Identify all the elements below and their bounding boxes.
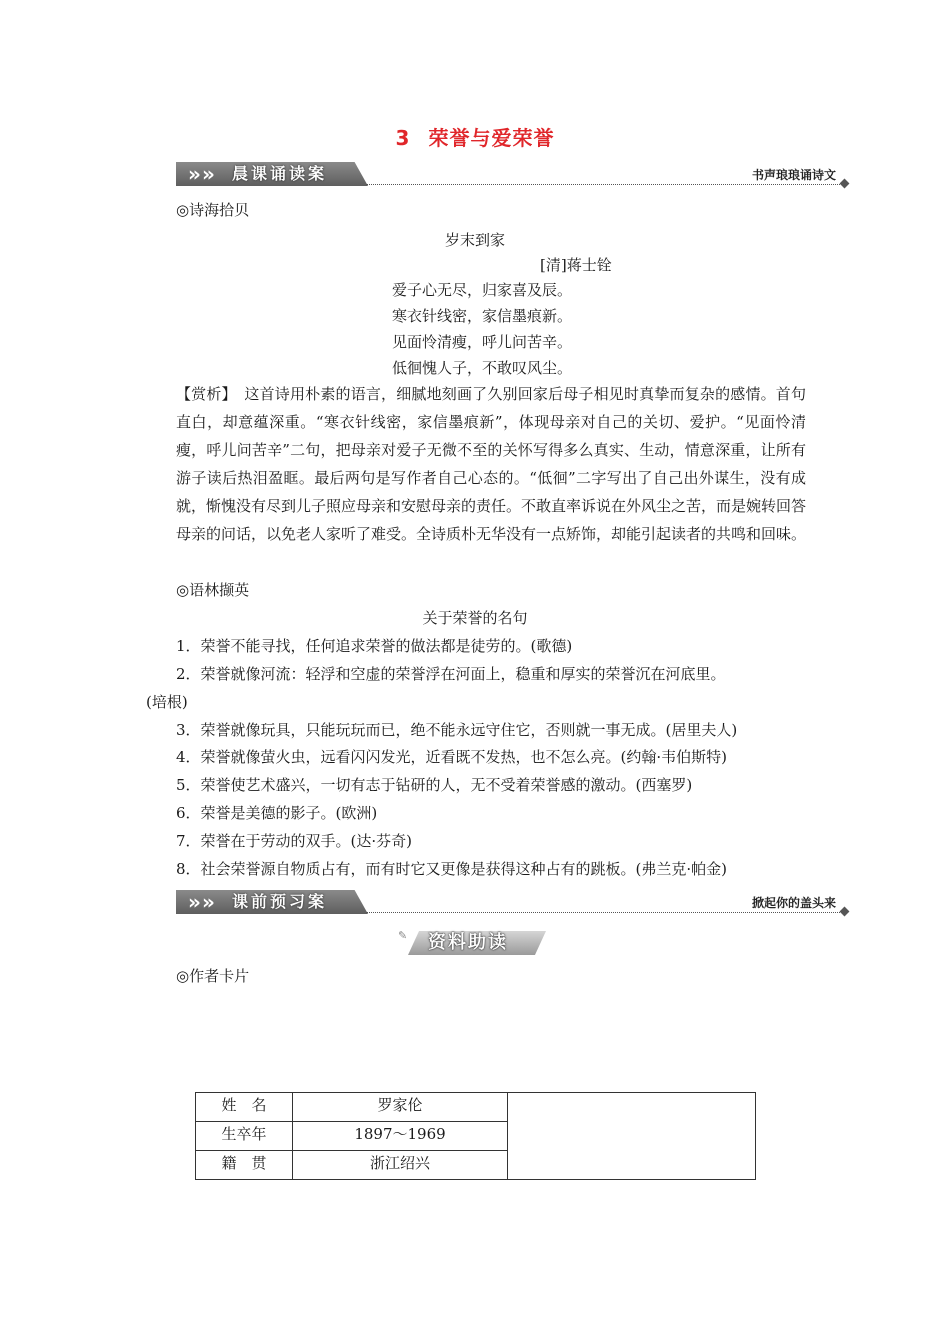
field-label: 姓 名 xyxy=(196,1093,293,1122)
field-label: 生卒年 xyxy=(196,1122,293,1151)
dotted-divider xyxy=(366,912,840,913)
quote-item: 8．社会荣誉源自物质占有，而有时它又更像是获得这种占有的跳板。(弗兰克·帕金) xyxy=(176,860,728,878)
quote-item: 3．荣誉就像玩具，只能玩玩而已，绝不能永远守住它，否则就一事无成。(居里夫人) xyxy=(176,721,738,739)
poem-line: 寒衣针线密，家信墨痕新。 xyxy=(392,307,573,325)
chevron-right-icon: » xyxy=(202,890,215,914)
author-card-table xyxy=(195,1092,756,1180)
reading-banner-label: 资料助读 xyxy=(428,932,508,953)
chevron-right-icon: » xyxy=(188,890,201,914)
poem-line: 爱子心无尽，归家喜及辰。 xyxy=(392,281,573,299)
page-title xyxy=(0,122,950,151)
quote-item-continued: (培根) xyxy=(146,693,188,711)
portrait-cell xyxy=(508,1093,756,1180)
table-row xyxy=(196,1093,756,1122)
dotted-divider xyxy=(366,184,840,185)
quote-item: 6．荣誉是美德的影子。(欧洲) xyxy=(176,804,378,822)
field-value: 1897～1969 xyxy=(293,1122,508,1151)
banner-tagline: 书声琅琅诵诗文 xyxy=(751,168,836,182)
section-heading-quotes: ◎语林撷英 xyxy=(176,581,250,599)
field-value: 浙江绍兴 xyxy=(293,1151,508,1180)
section-heading-poem: ◎诗海拾贝 xyxy=(176,201,250,219)
section-banner-morning xyxy=(176,160,848,190)
quote-item: 4．荣誉就像萤火虫，远看闪闪发光，近看既不发热，也不怎么亮。(约翰·韦伯斯特) xyxy=(176,748,728,766)
diamond-icon xyxy=(840,907,850,917)
quote-item: 7．荣誉在于劳动的双手。(达·芬奇) xyxy=(176,832,413,850)
chevron-right-icon: » xyxy=(202,162,215,186)
banner-label: 课前预习案 xyxy=(232,892,328,911)
poem-line: 低徊愧人子，不敢叹风尘。 xyxy=(392,359,573,377)
quotes-title: 关于荣誉的名句 xyxy=(422,609,528,627)
banner-label: 晨课诵读案 xyxy=(232,164,328,183)
diamond-icon xyxy=(840,179,850,189)
lesson-number: 3 xyxy=(395,126,411,150)
banner-tagline: 掀起你的盖头来 xyxy=(751,896,836,910)
field-value: 罗家伦 xyxy=(293,1093,508,1122)
poem-author: [清]蒋士铨 xyxy=(540,256,612,274)
section-heading-author: ◎作者卡片 xyxy=(176,967,250,985)
section-banner-preview xyxy=(176,888,848,918)
chevron-right-icon: » xyxy=(188,162,201,186)
poem-line: 见面怜清瘦，呼儿问苦辛。 xyxy=(392,333,573,351)
quote-item: 2．荣誉就像河流：轻浮和空虚的荣誉浮在河面上，稳重和厚实的荣誉沉在河底里。 xyxy=(176,665,726,683)
sparkle-icon: ✎ xyxy=(398,929,408,942)
quote-item: 5．荣誉使艺术盛兴，一切有志于钻研的人，无不受着荣誉感的激动。(西塞罗) xyxy=(176,776,693,794)
reading-banner xyxy=(398,929,550,957)
appreciation-paragraph: 【赏析】 这首诗用朴素的语言，细腻地刻画了久别回家后母子相见时真挚而复杂的感情。首句直白，却意蕴深重。“寒衣针线密，家信墨痕新”，体现母亲对自己的关切、爱护。“见面怜清瘦，呼儿问苦辛”二句，把母亲对爱子无微不至的关怀写得多么真实、生动，情意深重，让所有游子读后热泪盈眶。最后两句是写作者自己心态的。“低徊”二字写出了自己出外谋生，没有成就，惭愧没有尽到儿子照应母亲和安慰母亲的责任。不敢直率诉说在外风尘之苦，而是婉转回答母亲的问话，以免老人家听了难受。全诗质朴无华没有一点矫饰，却能引起读者的共鸣和回味。 xyxy=(176,385,807,543)
lesson-title: 荣誉与爱荣誉 xyxy=(428,126,555,150)
field-label: 籍 贯 xyxy=(196,1151,293,1180)
poem-title: 岁末到家 xyxy=(444,231,505,249)
quote-item: 1．荣誉不能寻找，任何追求荣誉的做法都是徒劳的。(歌德) xyxy=(176,637,573,655)
